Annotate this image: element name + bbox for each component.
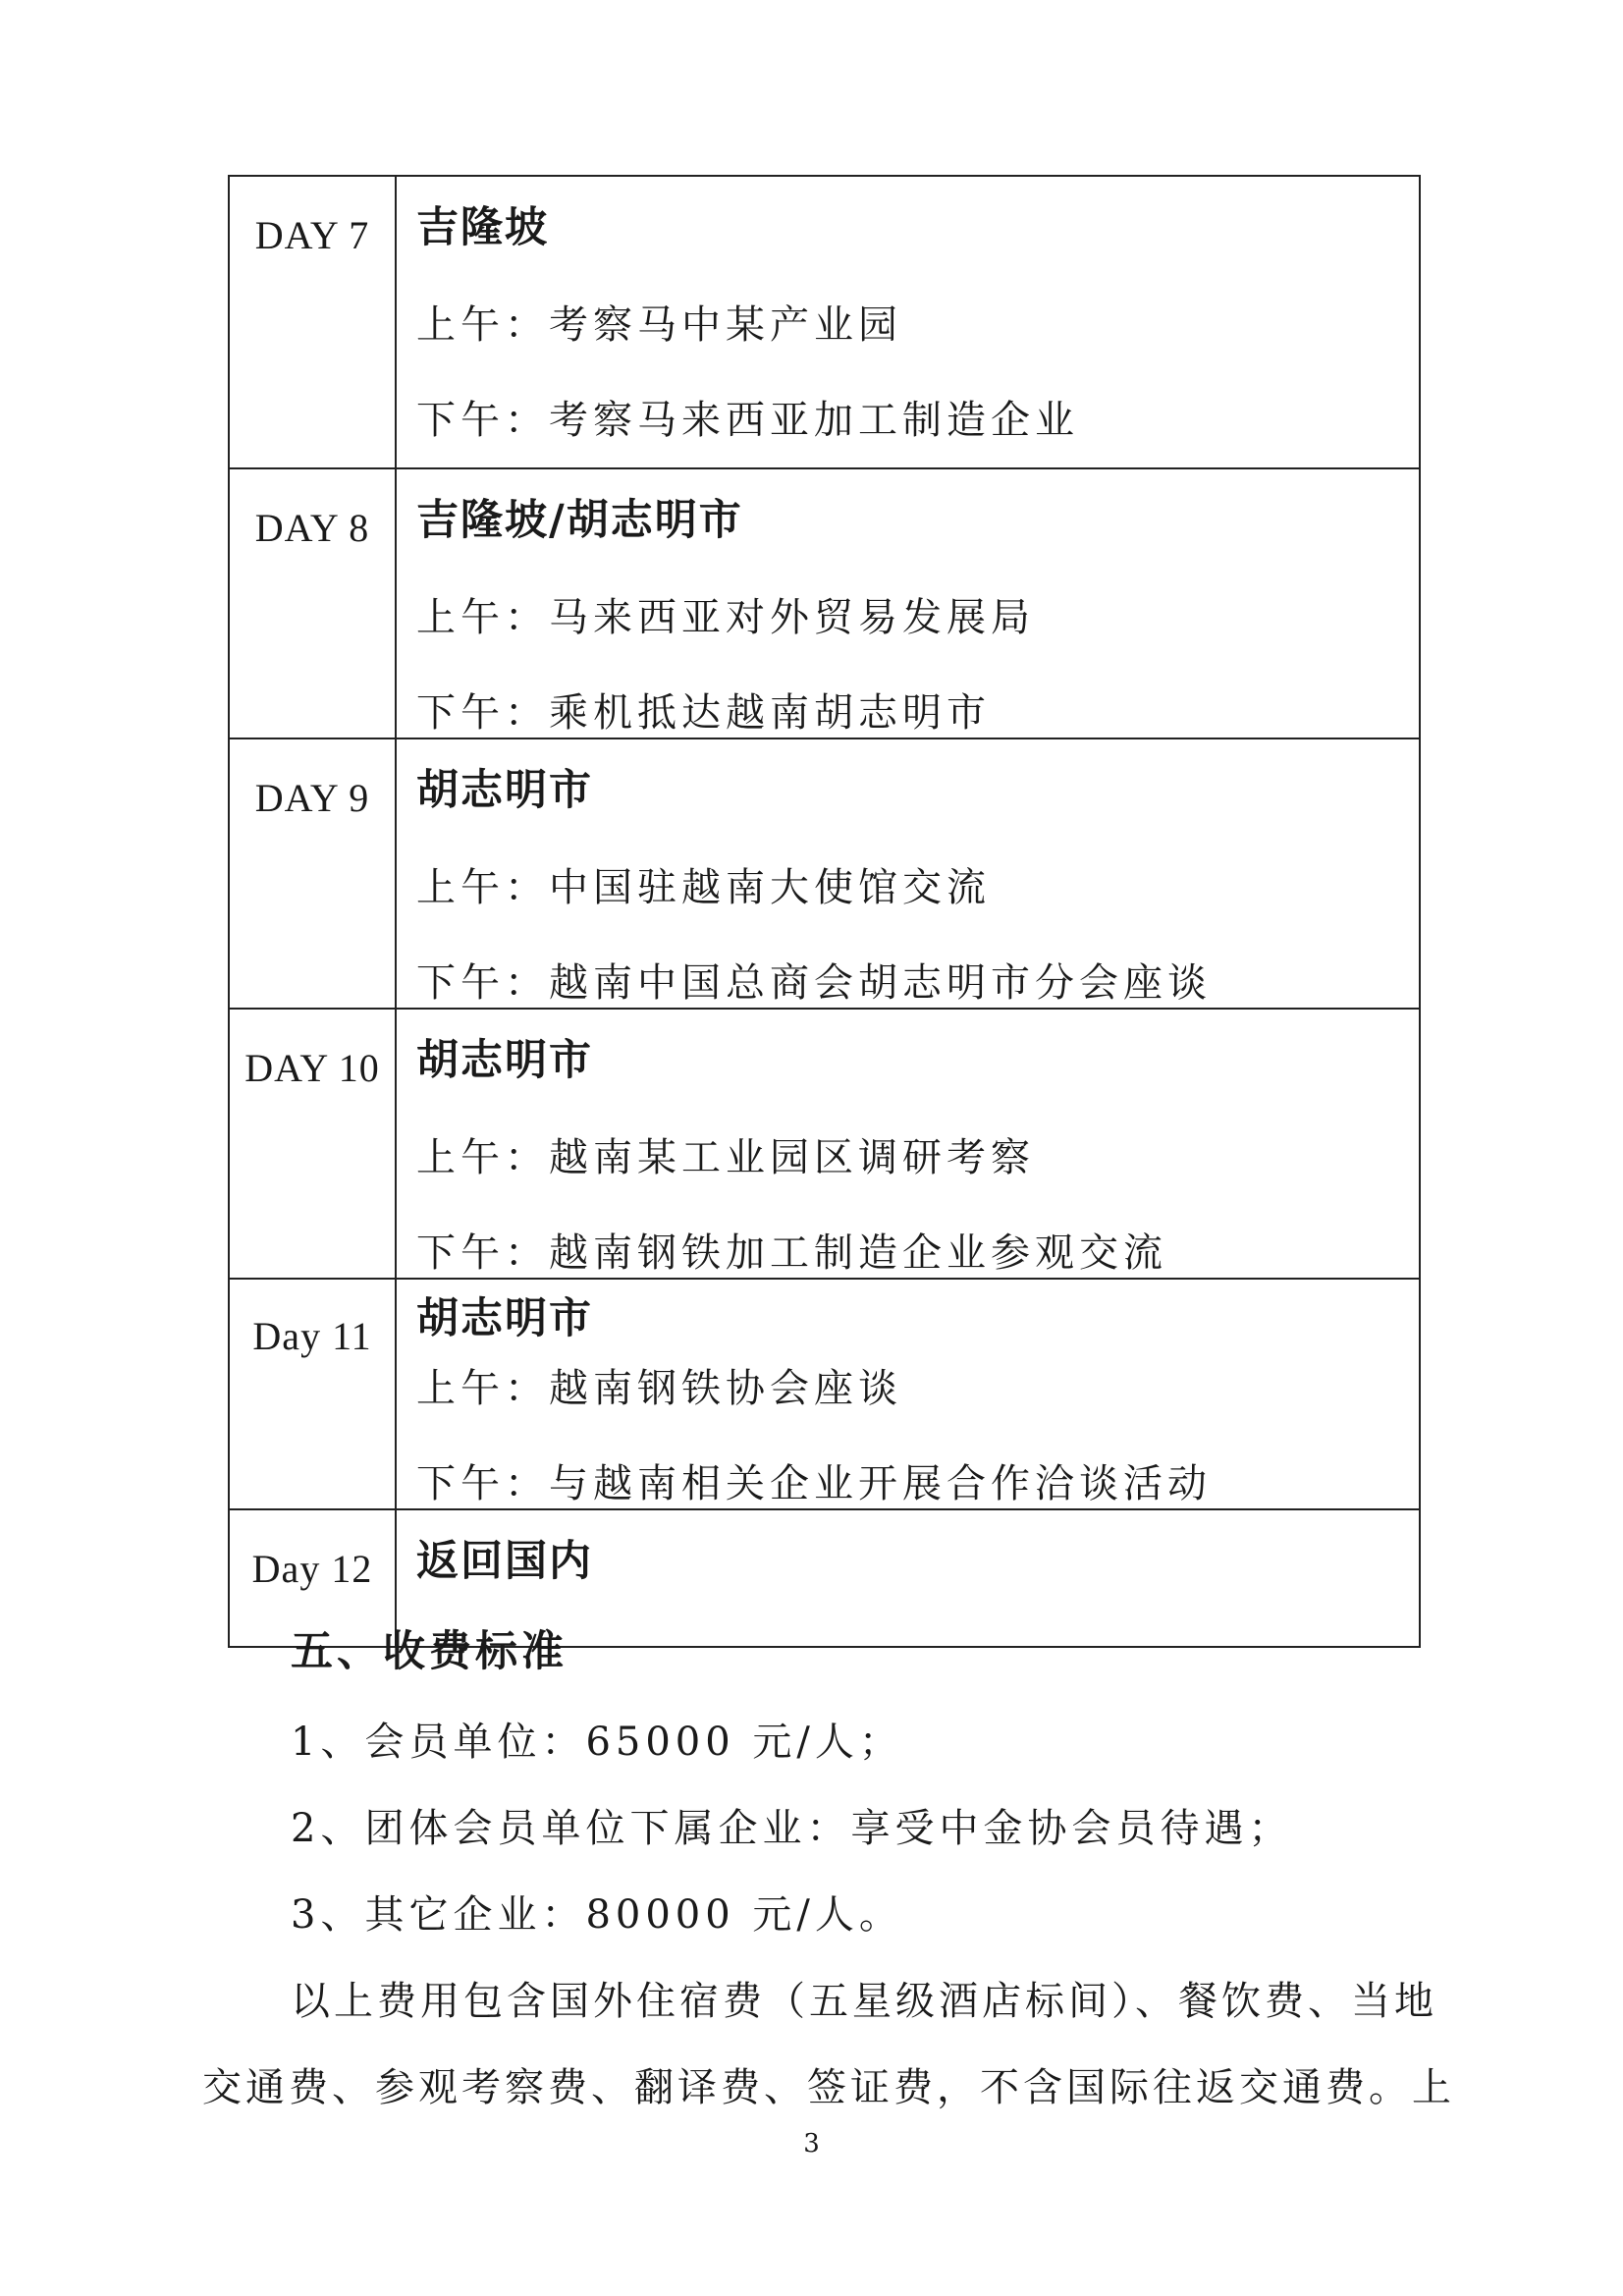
day-label: DAY 10	[244, 1046, 380, 1090]
morning-activity: 上午：马来西亚对外贸易发展局	[416, 595, 1035, 640]
schedule-row	[229, 1279, 1420, 1509]
schedule-row	[229, 176, 1420, 468]
fee-note-line: 交通费、参观考察费、翻译费、签证费，不含国际往返交通费。上	[202, 2065, 1455, 2110]
schedule-row	[229, 1009, 1420, 1279]
itinerary-cell	[396, 1009, 1420, 1279]
afternoon-activity: 下午：与越南相关企业开展合作洽谈活动	[416, 1461, 1212, 1506]
afternoon-activity: 下午：考察马来西亚加工制造企业	[416, 398, 1079, 443]
day-cell	[229, 1279, 396, 1509]
city-name: 吉隆坡/胡志明市	[416, 496, 743, 545]
day-cell	[229, 1009, 396, 1279]
day-label: Day 11	[252, 1314, 372, 1358]
page-number: 3	[803, 2129, 820, 2159]
day-cell	[229, 738, 396, 1009]
itinerary-cell	[396, 1279, 1420, 1509]
itinerary-cell	[396, 176, 1420, 468]
schedule-row	[229, 468, 1420, 738]
fee-item: 2、团体会员单位下属企业：享受中金协会员待遇；	[291, 1806, 1293, 1851]
day-label: Day 12	[251, 1547, 373, 1591]
city-name: 返回国内	[416, 1537, 593, 1586]
day-label: DAY 9	[254, 776, 370, 820]
afternoon-activity: 下午：越南钢铁加工制造企业参观交流	[416, 1230, 1167, 1276]
schedule-table	[228, 175, 1421, 1648]
fee-section-title: 五、收费标准	[291, 1627, 568, 1676]
day-cell	[229, 468, 396, 738]
fee-item: 1、会员单位：65000 元/人；	[291, 1720, 903, 1765]
itinerary-cell	[396, 468, 1420, 738]
itinerary-cell	[396, 738, 1420, 1009]
morning-activity: 上午：考察马中某产业园	[416, 302, 902, 348]
schedule-row	[229, 738, 1420, 1009]
fee-item: 3、其它企业：80000 元/人。	[291, 1892, 903, 1938]
city-name: 胡志明市	[416, 1294, 593, 1343]
day-label: DAY 7	[254, 213, 370, 257]
city-name: 胡志明市	[416, 1036, 593, 1085]
city-name: 吉隆坡	[416, 203, 549, 252]
afternoon-activity: 下午：乘机抵达越南胡志明市	[416, 690, 991, 736]
morning-activity: 上午：越南钢铁协会座谈	[416, 1366, 902, 1411]
city-name: 胡志明市	[416, 766, 593, 815]
afternoon-activity: 下午：越南中国总商会胡志明市分会座谈	[416, 960, 1212, 1006]
morning-activity: 上午：越南某工业园区调研考察	[416, 1135, 1035, 1180]
day-cell	[229, 176, 396, 468]
day-label: DAY 8	[254, 506, 370, 550]
morning-activity: 上午：中国驻越南大使馆交流	[416, 865, 991, 910]
fee-note-line: 以上费用包含国外住宿费（五星级酒店标间）、餐饮费、当地	[291, 1979, 1437, 2024]
